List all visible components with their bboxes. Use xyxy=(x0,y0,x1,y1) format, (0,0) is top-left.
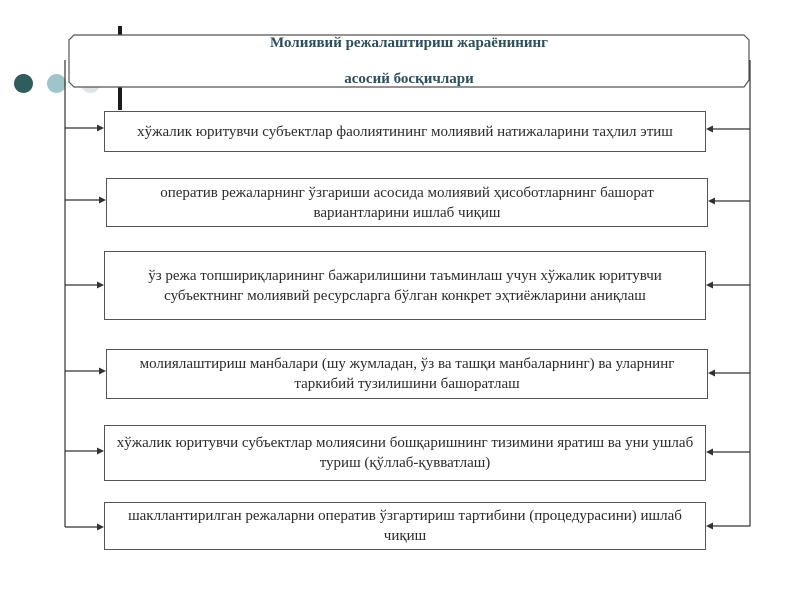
step-box-1 xyxy=(104,111,706,152)
step-1-text: хўжалик юритувчи субъектлар фаолиятининг молиявий натижаларини таҳлил этиш xyxy=(137,123,673,140)
right-arrow-5 xyxy=(706,449,713,456)
step-box-5 xyxy=(104,425,706,481)
diagram-title xyxy=(270,16,548,106)
right-arrow-3 xyxy=(706,282,713,289)
step-box-6 xyxy=(104,502,706,550)
diagram-title-line-1: Молиявий режалаштириш жараёнининг xyxy=(270,35,548,51)
right-arrow-2 xyxy=(708,198,715,205)
right-arrow-6 xyxy=(706,523,713,530)
left-arrow-2 xyxy=(99,197,106,204)
step-box-4 xyxy=(106,349,708,399)
diagram-title-line-2: асосий босқичлари xyxy=(344,71,474,87)
step-5-text: хўжалик юритувчи субъектлар молиясини бошқаришнинг тизимини яратиш ва уни ушлаб туриш (қўллаб-қувватлаш) xyxy=(116,435,694,471)
left-arrow-1 xyxy=(97,125,104,132)
step-6-text: шакллантирилган режаларни оператив ўзгартириш тартибини (процедурасини) ишлаб чиқиш xyxy=(128,508,682,544)
step-2-text: оператив режаларнинг ўзгариши асосида молиявий ҳисоботларнинг башорат вариантларини ишлаб чиқиш xyxy=(160,184,654,221)
left-arrow-6 xyxy=(97,524,104,531)
step-3-text: ўз режа топшириқларининг бажарилишини таъминлаш учун хўжалик юритувчи субъектнинг молиявий ресурсларга бўлган конкрет эҳтиёжларини аниқлаш xyxy=(148,267,662,304)
step-4-text: молиялаштириш манбалари (шу жумладан, ўз ва ташқи манбаларнинг) ва уларнинг таркибий тузилишини башоратлаш xyxy=(139,356,675,392)
step-box-2 xyxy=(106,178,708,227)
title-box xyxy=(68,34,750,88)
left-arrow-3 xyxy=(97,282,104,289)
left-arrow-5 xyxy=(97,448,104,455)
left-arrow-4 xyxy=(99,368,106,375)
right-arrow-1 xyxy=(706,126,713,133)
right-arrow-4 xyxy=(708,370,715,377)
step-box-3 xyxy=(104,251,706,320)
